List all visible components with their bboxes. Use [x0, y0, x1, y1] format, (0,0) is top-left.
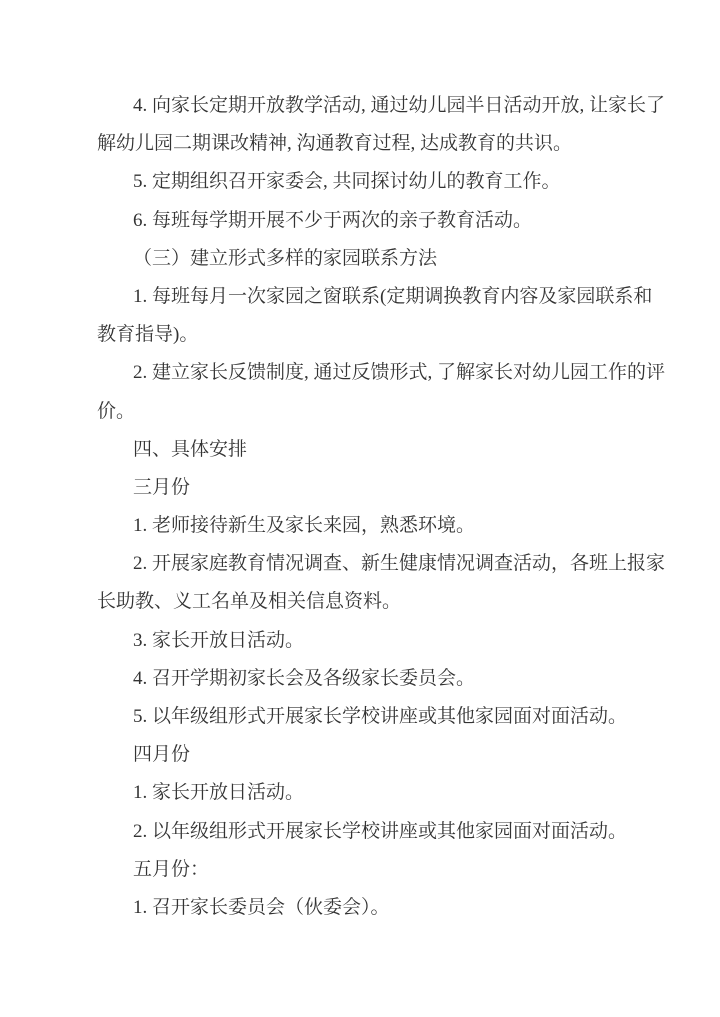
month-heading-may: 五月份： [133, 858, 210, 880]
paragraph-line-continuation: 长助教、义工名单及相关信息资料。 [97, 591, 402, 613]
paragraph-line: 1. 家长开放日活动。 [133, 782, 305, 804]
paragraph-line: 1. 每班每月一次家园之窗联系(定期调换教育内容及家园联系和 [133, 285, 653, 307]
paragraph-line-continuation: 解幼儿园二期课改精神, 沟通教育过程, 达成教育的共识。 [97, 133, 573, 155]
section-heading: 四、具体安排 [133, 438, 248, 460]
month-heading-april: 四月份 [133, 744, 191, 766]
month-heading-march: 三月份 [133, 476, 191, 498]
paragraph-line: 3. 家长开放日活动。 [133, 629, 305, 651]
paragraph-line: 6. 每班每学期开展不少于两次的亲子教育活动。 [133, 209, 533, 231]
paragraph-line-continuation: 教育指导)。 [97, 324, 199, 346]
paragraph-line: 5. 定期组织召开家委会, 共同探讨幼儿的教育工作。 [133, 171, 561, 193]
paragraph-line: 5. 以年级组形式开展家长学校讲座或其他家园面对面活动。 [133, 706, 628, 727]
paragraph-line: 4. 召开学期初家长会及各级家长委员会。 [133, 667, 476, 689]
paragraph-line: 1. 召开家长委员会（伙委会）。 [133, 896, 390, 918]
paragraph-line: 2. 开展家庭教育情况调查、新生健康情况调查活动，各班上报家 [133, 553, 666, 575]
paragraph-line: 2. 以年级组形式开展家长学校讲座或其他家园面对面活动。 [133, 820, 628, 842]
section-heading: （三）建立形式多样的家园联系方法 [133, 247, 438, 269]
paragraph-line: 4. 向家长定期开放教学活动, 通过幼儿园半日活动开放, 让家长了 [133, 95, 666, 116]
paragraph-line: 1. 老师接待新生及家长来园，熟悉环境。 [133, 515, 476, 537]
paragraph-line: 2. 建立家长反馈制度, 通过反馈形式, 了解家长对幼儿园工作的评 [133, 362, 666, 384]
paragraph-line-continuation: 价。 [97, 400, 136, 422]
